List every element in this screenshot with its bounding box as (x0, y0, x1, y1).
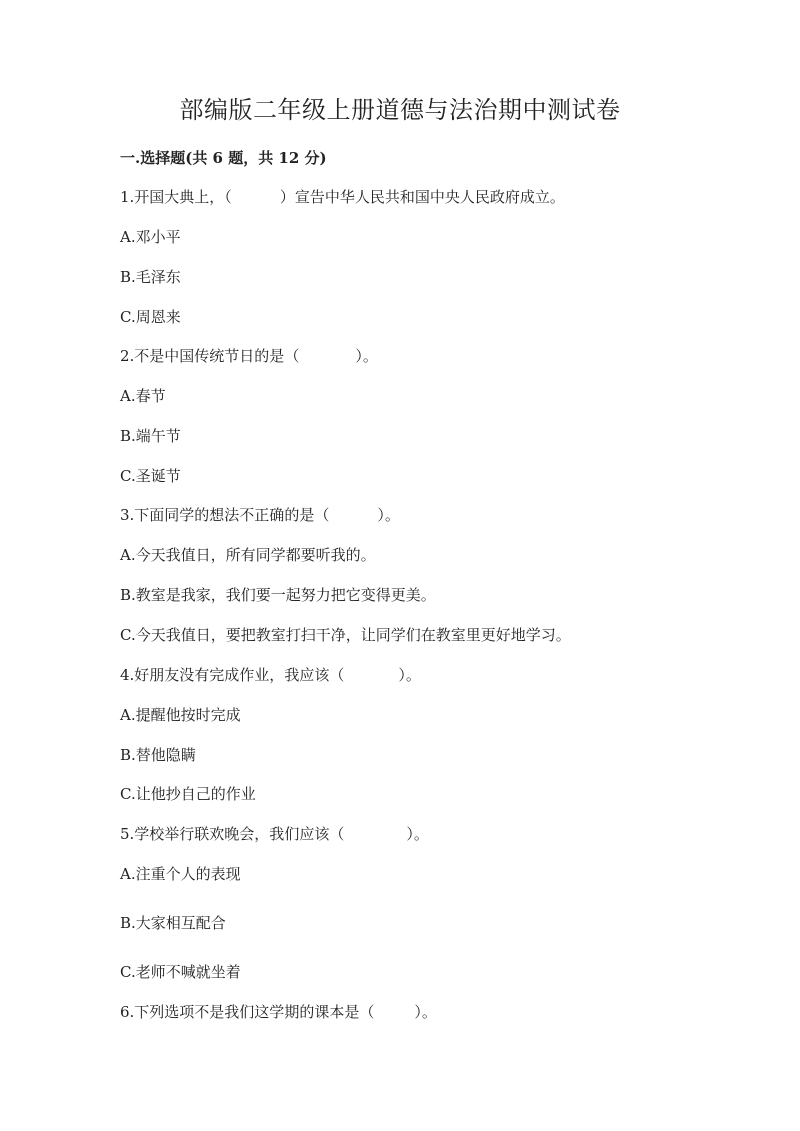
question-stem-text: ）。 (398, 666, 421, 684)
section-heading: 一.选择题(共 6 题，共 12 分) (120, 149, 327, 167)
question-4-stem (120, 664, 421, 686)
question-stem-text: 6.下列选项不是我们这学期的课本是（ (120, 1003, 375, 1021)
question-2-stem (120, 345, 378, 367)
question-3-option-c: C.今天我值日，要把教室打扫干净，让同学们在教室里更好地学习。 (120, 626, 571, 644)
question-stem-text: 4.好朋友没有完成作业，我应该（ (120, 666, 345, 684)
question-3-option-a: A.今天我值日，所有同学都要听我的。 (120, 546, 376, 564)
question-stem-text: ）。 (377, 506, 400, 524)
question-5-option-c: C.老师不喊就坐着 (120, 963, 241, 981)
question-1-stem (120, 186, 565, 208)
question-5-option-b: B.大家相互配合 (120, 914, 226, 932)
question-stem-text: ）。 (414, 1003, 437, 1021)
question-1-option-a: A.邓小平 (120, 228, 181, 246)
question-2-option-c: C.圣诞节 (120, 467, 181, 485)
question-stem-text: ）宣告中华人民共和国中央人民政府成立。 (279, 188, 565, 206)
question-stem-text: 5.学校举行联欢晚会，我们应该（ (120, 825, 345, 843)
question-stem-text: 3.下面同学的想法不正确的是（ (120, 506, 330, 524)
question-2-option-b: B.端午节 (120, 427, 181, 445)
question-stem-text: 2.不是中国传统节日的是（ (120, 347, 300, 365)
page-title: 部编版二年级上册道德与法治期中测试卷 (179, 96, 621, 124)
question-5-option-a: A.注重个人的表现 (120, 865, 241, 883)
question-stem-text: ）。 (406, 825, 429, 843)
question-3-stem (120, 504, 400, 526)
question-3-option-b: B.教室是我家，我们要一起努力把它变得更美。 (120, 586, 436, 604)
question-4-option-b: B.替他隐瞒 (120, 746, 196, 764)
question-6-stem (120, 1001, 437, 1023)
question-5-stem (120, 823, 429, 845)
question-stem-text: 1.开国大典上，（ (120, 188, 232, 206)
question-4-option-a: A.提醒他按时完成 (120, 706, 241, 724)
question-1-option-b: B.毛泽东 (120, 268, 181, 286)
question-1-option-c: C.周恩来 (120, 308, 181, 326)
question-2-option-a: A.春节 (120, 387, 166, 405)
question-4-option-c: C.让他抄自己的作业 (120, 785, 256, 803)
question-stem-text: ）。 (355, 347, 378, 365)
